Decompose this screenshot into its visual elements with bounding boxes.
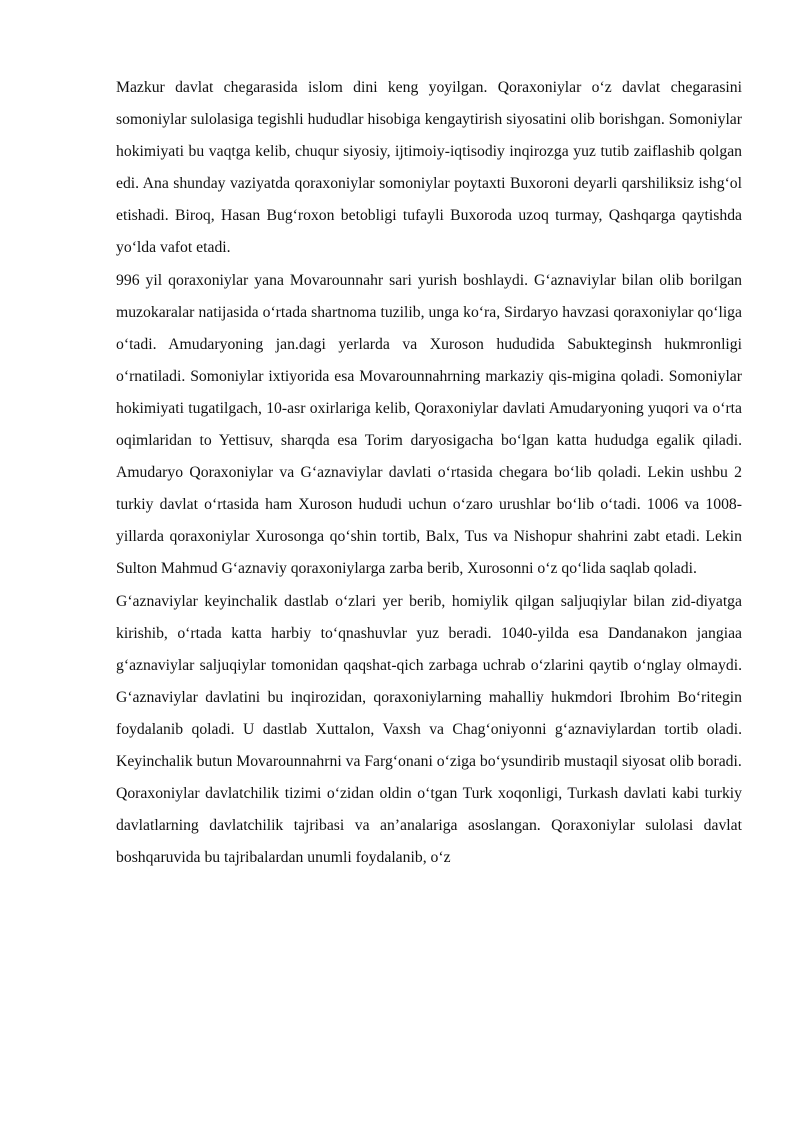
paragraph-1: Mazkur davlat chegarasida islom dini keng yoyilgan. Qoraxoniylar o‘z davlat chegarasini somoniylar sulolasiga tegishli hududlar hisobiga kengaytirish siyosatini olib borishgan. Somoniylar hokimiyati bu vaqtga kelib, chuqur siyosiy, ijtimoiy-iqtisodiy inqirozga yuz tutib zaiflashib qolgan edi. Ana shunday vaziyatda qoraxoniylar somoniylar poytaxti Buxoroni deyarli qarshiliksiz ishg‘ol etishadi. Biroq, Hasan Bug‘roxon betobligi tufayli Buxoroda uzoq turmay, Qashqarga qaytishda yo‘lda vafot etadi. [116, 79, 742, 257]
paragraph-4: Qoraxoniylar davlatchilik tizimi o‘zidan oldin o‘tgan Turk xoqonligi, Turkash davlati kabi turkiy davlatlarning davlatchilik tajribasi va an’analariga asoslangan. Qoraxoniylar sulolasi davlat boshqaruvida bu tajribalardan unumli foydalanib, o‘z [116, 785, 742, 867]
document-page [116, 72, 742, 874]
paragraph-2: 996 yil qoraxoniylar yana Movarounnahr sari yurish boshlaydi. G‘aznaviylar bilan olib borilgan muzokaralar natijasida o‘rtada shartnoma tuzilib, unga ko‘ra, Sirdaryo havzasi qoraxoniylar qo‘liga o‘tadi. Amudaryoning jan.dagi yerlarda va Xuroson hududida Sabukteginsh hukmronligi o‘rnatiladi. Somoniylar ixtiyorida esa Movarounnahrning markaziy qis-migina qoladi. Somoniylar hokimiyati tugatilgach, 10-asr oxirlariga kelib, Qoraxoniylar davlati Amudaryoning yuqori va o‘rta oqimlaridan to Yettisuv, sharqda esa Torim daryosigacha bo‘lgan katta hududga egalik qiladi. Amudaryo Qoraxoniylar va G‘aznaviylar davlati o‘rtasida chegara bo‘lib qoladi. Lekin ushbu 2 turkiy davlat o‘rtasida ham Xuroson hududi uchun o‘zaro urushlar bo‘lib o‘tadi. 1006 va 1008-yillarda qoraxoniylar Xurosonga qo‘shin tortib, Balx, Tus va Nishopur shahrini zabt etadi. Lekin Sulton Mahmud G‘aznaviy qoraxoniylarga zarba berib, Xurosonni o‘z qo‘lida saqlab qoladi. [116, 271, 742, 578]
paragraph-3: G‘aznaviylar keyinchalik dastlab o‘zlari yer berib, homiylik qilgan saljuqiylar bilan zid-diyatga kirishib, o‘rtada katta harbiy to‘qnashuvlar yuz beradi. 1040-yilda esa Dandanakon jangiaa g‘aznaviylar saljuqiylar tomonidan qaqshat-qich zarbaga uchrab o‘zlarini qaytib o‘nglay olmaydi. G‘aznaviylar davlatini bu inqirozidan, qoraxoniylarning mahalliy hukmdori Ibrohim Bo‘ritegin foydalanib qoladi. U dastlab Xuttalon, Vaxsh va Chag‘oniyonni g‘aznaviylardan tortib oladi. Keyinchalik butun Movarounnahrni va Farg‘onani o‘ziga bo‘ysundirib mustaqil siyosat olib boradi. [116, 592, 742, 770]
